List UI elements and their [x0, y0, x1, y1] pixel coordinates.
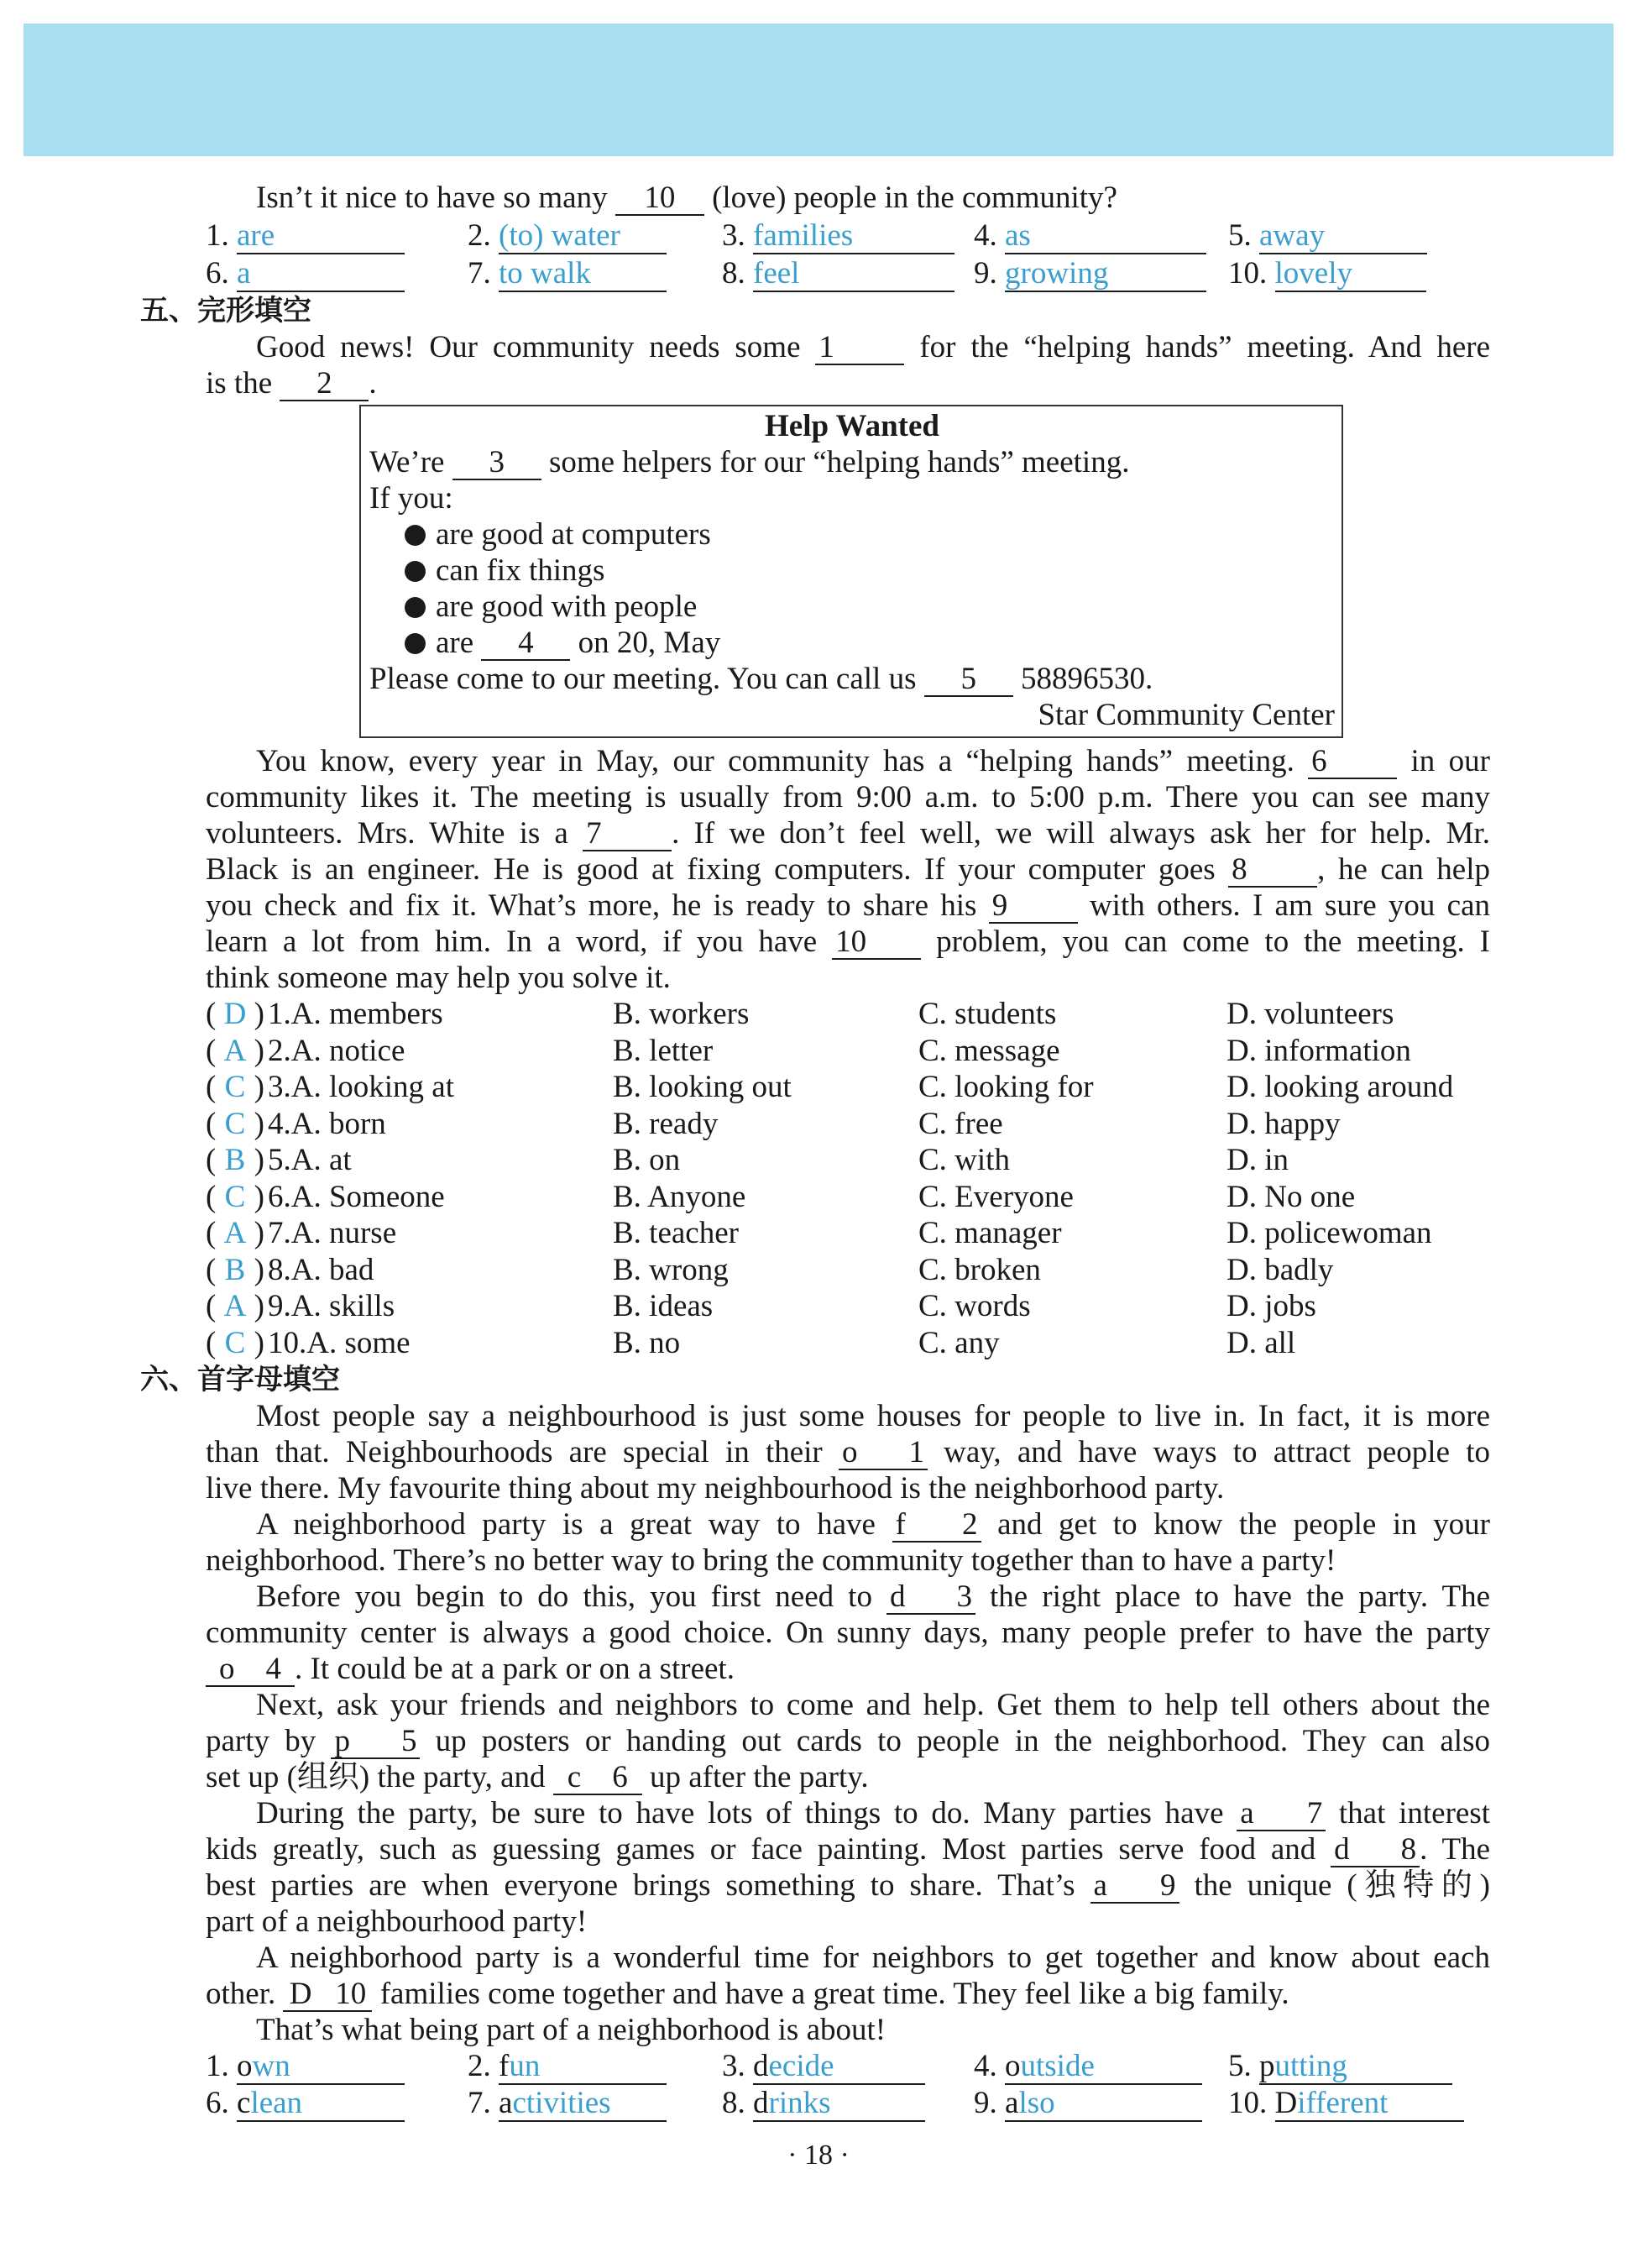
blank: 4 — [481, 627, 570, 661]
notice-bullet: are 4 on 20, May — [369, 625, 1335, 661]
notice-bullet: can fix things — [369, 553, 1335, 589]
cloze-passage-line: Black is an engineer. He is good at fixing computers. If your computer goes 8 , he can help — [206, 852, 1490, 887]
blank: o 1 — [839, 1437, 928, 1470]
notice-bullet: are good at computers — [369, 516, 1335, 553]
cloze-intro-line: Good news! Our community needs some 1 for the “helping hands” meeting. And here — [256, 330, 1490, 364]
blank: p 5 — [331, 1726, 420, 1759]
prev-answers-row-1 — [206, 217, 1490, 254]
cloze-intro-line: is the 2 . — [206, 366, 377, 401]
prev-last-line: Isn’t it nice to have so many 10 (love) people in the community? — [256, 181, 1117, 215]
answer-item: 7. to walk — [468, 255, 722, 292]
notice-line: We’re 3 some helpers for our “helping hands” meeting. — [369, 445, 1130, 479]
answer-letter: A — [223, 1033, 247, 1068]
passage-line: Next, ask your friends and neighbors to come and help. Get them to help tell others about the — [256, 1688, 1490, 1722]
answer-item: 8. drinks — [722, 2085, 974, 2122]
answer-item: 2. fun — [468, 2048, 722, 2085]
passage-line: part of a neighbourhood party! — [206, 1904, 588, 1939]
blank: d 8 — [1331, 1834, 1420, 1867]
notice-line: If you: — [369, 481, 453, 516]
blank: 1 — [815, 332, 904, 365]
passage-line: live there. My favourite thing about my neighbourhood is the neighborhood party. — [206, 1471, 1225, 1506]
bullet-icon — [405, 633, 426, 654]
notice-bullet: are good with people — [369, 589, 1335, 625]
answer-item: 5. away — [1228, 217, 1427, 254]
cloze-passage-line: volunteers. Mrs. White is a 7 . If we don’t feel well, we will always ask her for help. Mr. — [206, 816, 1490, 851]
blank: 7 — [583, 818, 672, 851]
choice-row: ( A ) 7. A. nurse B. teacher C. manager D. policewoman — [206, 1216, 1432, 1250]
answer-item: 1. own — [206, 2048, 468, 2085]
cloze-passage-line: community likes it. The meeting is usually from 9:00 a.m. to 5:00 p.m. There you can see many — [206, 780, 1490, 814]
notice-title: Help Wanted — [765, 409, 939, 443]
passage-line: set up (组织) the party, and c 6 up after the party. — [206, 1760, 869, 1794]
answer-letter: B — [224, 1252, 246, 1287]
blank: 6 — [1308, 746, 1397, 779]
choice-row: ( C ) 10. A. some B. no C. any D. all — [206, 1325, 1296, 1360]
passage-line: party by p 5 up posters or handing out cards to people in the neighborhood. They can also — [206, 1724, 1490, 1758]
choice-row: ( C ) 4. A. born B. ready C. free D. happy — [206, 1106, 1341, 1141]
blank: 10 — [832, 926, 921, 960]
answer-letter: D — [223, 997, 247, 1031]
answer-letter: C — [224, 1106, 246, 1141]
cloze-passage-line: learn a lot from him. In a word, if you have 10 problem, you can come to the meeting. I — [206, 924, 1491, 959]
blank: d 3 — [886, 1581, 975, 1615]
page-number: · 18 · — [787, 2140, 850, 2171]
section-heading-initial-letters: 六、首字母填空 — [140, 1363, 340, 1396]
initial-answers-row-2 — [206, 2085, 1490, 2122]
blank: a 9 — [1090, 1870, 1179, 1904]
choice-row: ( C ) 3. A. looking at B. looking out C. looking for D. looking around — [206, 1070, 1454, 1104]
blank: a 7 — [1237, 1798, 1326, 1831]
choice-row: ( B ) 8. A. bad B. wrong C. broken D. badly — [206, 1252, 1334, 1287]
choices-list — [206, 996, 1490, 1361]
choice-row: ( D ) 1. A. members B. workers C. students D. volunteers — [206, 997, 1394, 1031]
blank: o 4 — [206, 1653, 295, 1687]
cloze-passage-line: you check and fix it. What’s more, he is ready to share his 9 with others. I am sure you can — [206, 888, 1490, 923]
blank: f 2 — [892, 1509, 981, 1543]
answer-item: 9. also — [974, 2085, 1228, 2122]
choice-row: ( A ) 2. A. notice B. letter C. message D. information — [206, 1033, 1411, 1068]
passage-line: During the party, be sure to have lots of things to do. Many parties have a 7 that interest — [256, 1796, 1490, 1831]
blank: 9 — [989, 890, 1078, 924]
answer-letter: A — [223, 1289, 247, 1323]
answer-letter: C — [224, 1070, 246, 1104]
answer-item: 3. decide — [722, 2048, 974, 2085]
bullet-icon — [405, 525, 426, 546]
answer-letter: C — [224, 1325, 246, 1360]
answer-item: 5. putting — [1228, 2048, 1452, 2085]
initial-answers-row-1 — [206, 2048, 1490, 2085]
passage-line: That’s what being part of a neighborhood is about! — [256, 2013, 886, 2047]
notice-signature: Star Community Center — [1038, 698, 1335, 732]
blank: 10 — [615, 182, 704, 216]
bullet-icon — [405, 561, 426, 582]
answer-item: 6. clean — [206, 2085, 468, 2122]
passage-line: Before you begin to do this, you first need to d 3 the right place to have the party. The — [256, 1579, 1490, 1614]
passage-line: than that. Neighbourhoods are special in their o 1 way, and have ways to attract people to — [206, 1435, 1490, 1469]
choice-row: ( A ) 9. A. skills B. ideas C. words D. jobs — [206, 1289, 1316, 1323]
answer-item: 8. feel — [722, 255, 974, 292]
choice-row: ( C ) 6. A. Someone B. Anyone C. Everyone D. No one — [206, 1179, 1356, 1214]
answer-item: 1. are — [206, 217, 468, 254]
answer-item: 9. growing — [974, 255, 1228, 292]
passage-line: o 4 . It could be at a park or on a street. — [206, 1651, 1490, 1687]
passage-line: other. D 10 families come together and have a great time. They feel like a big family. — [206, 1977, 1289, 2011]
passage-line: A neighborhood party is a wonderful time for neighbors to get together and know about each — [256, 1941, 1490, 1975]
answer-item: 4. as — [974, 217, 1228, 254]
notice-line: Please come to our meeting. You can call us 5 58896530. — [369, 662, 1153, 696]
answer-item: 2. (to) water — [468, 217, 722, 254]
blank: 2 — [280, 368, 369, 401]
answer-item: 4. outside — [974, 2048, 1228, 2085]
passage-line: neighborhood. There’s no better way to bring the community together than to have a party! — [206, 1543, 1336, 1578]
passage-line: community center is always a good choice. On sunny days, many people prefer to have the party — [206, 1616, 1490, 1650]
passage-line: Most people say a neighbourhood is just some houses for people to live in. In fact, it is more — [256, 1399, 1490, 1433]
blank: D 10 — [283, 1978, 372, 2012]
answer-item: 6. a — [206, 255, 468, 292]
bullet-icon — [405, 597, 426, 618]
answer-letter: B — [224, 1143, 246, 1177]
blank: 5 — [924, 663, 1013, 697]
blank: 3 — [452, 447, 541, 480]
answer-item: 10. lovely — [1228, 255, 1426, 292]
answer-item: 10. Different — [1228, 2085, 1464, 2122]
passage-line: A neighborhood party is a great way to have f 2 and get to know the people in your — [256, 1507, 1490, 1542]
blank: 8 — [1228, 854, 1317, 888]
passage-line: best parties are when everyone brings something to share. That’s a 9 the unique (独特的) — [206, 1868, 1490, 1903]
answer-item: 7. activities — [468, 2085, 722, 2122]
answer-item: 3. families — [722, 217, 974, 254]
answer-letter: C — [224, 1179, 246, 1214]
prev-answers-row-2 — [206, 255, 1490, 292]
section-heading-cloze: 五、完形填空 — [140, 294, 311, 327]
answer-letter: A — [223, 1216, 247, 1250]
choice-row: ( B ) 5. A. at B. on C. with D. in — [206, 1143, 1289, 1177]
help-wanted-notice — [359, 405, 1343, 738]
passage-line: kids greatly, such as guessing games or face painting. Most parties serve food and d 8 . The — [206, 1832, 1491, 1867]
blank: c 6 — [553, 1762, 642, 1795]
cloze-passage-line: think someone may help you solve it. — [206, 961, 671, 995]
cloze-passage-line: You know, every year in May, our community has a “helping hands” meeting. 6 in our — [256, 744, 1490, 778]
header-banner — [24, 24, 1613, 156]
worksheet-content — [140, 172, 1491, 2122]
